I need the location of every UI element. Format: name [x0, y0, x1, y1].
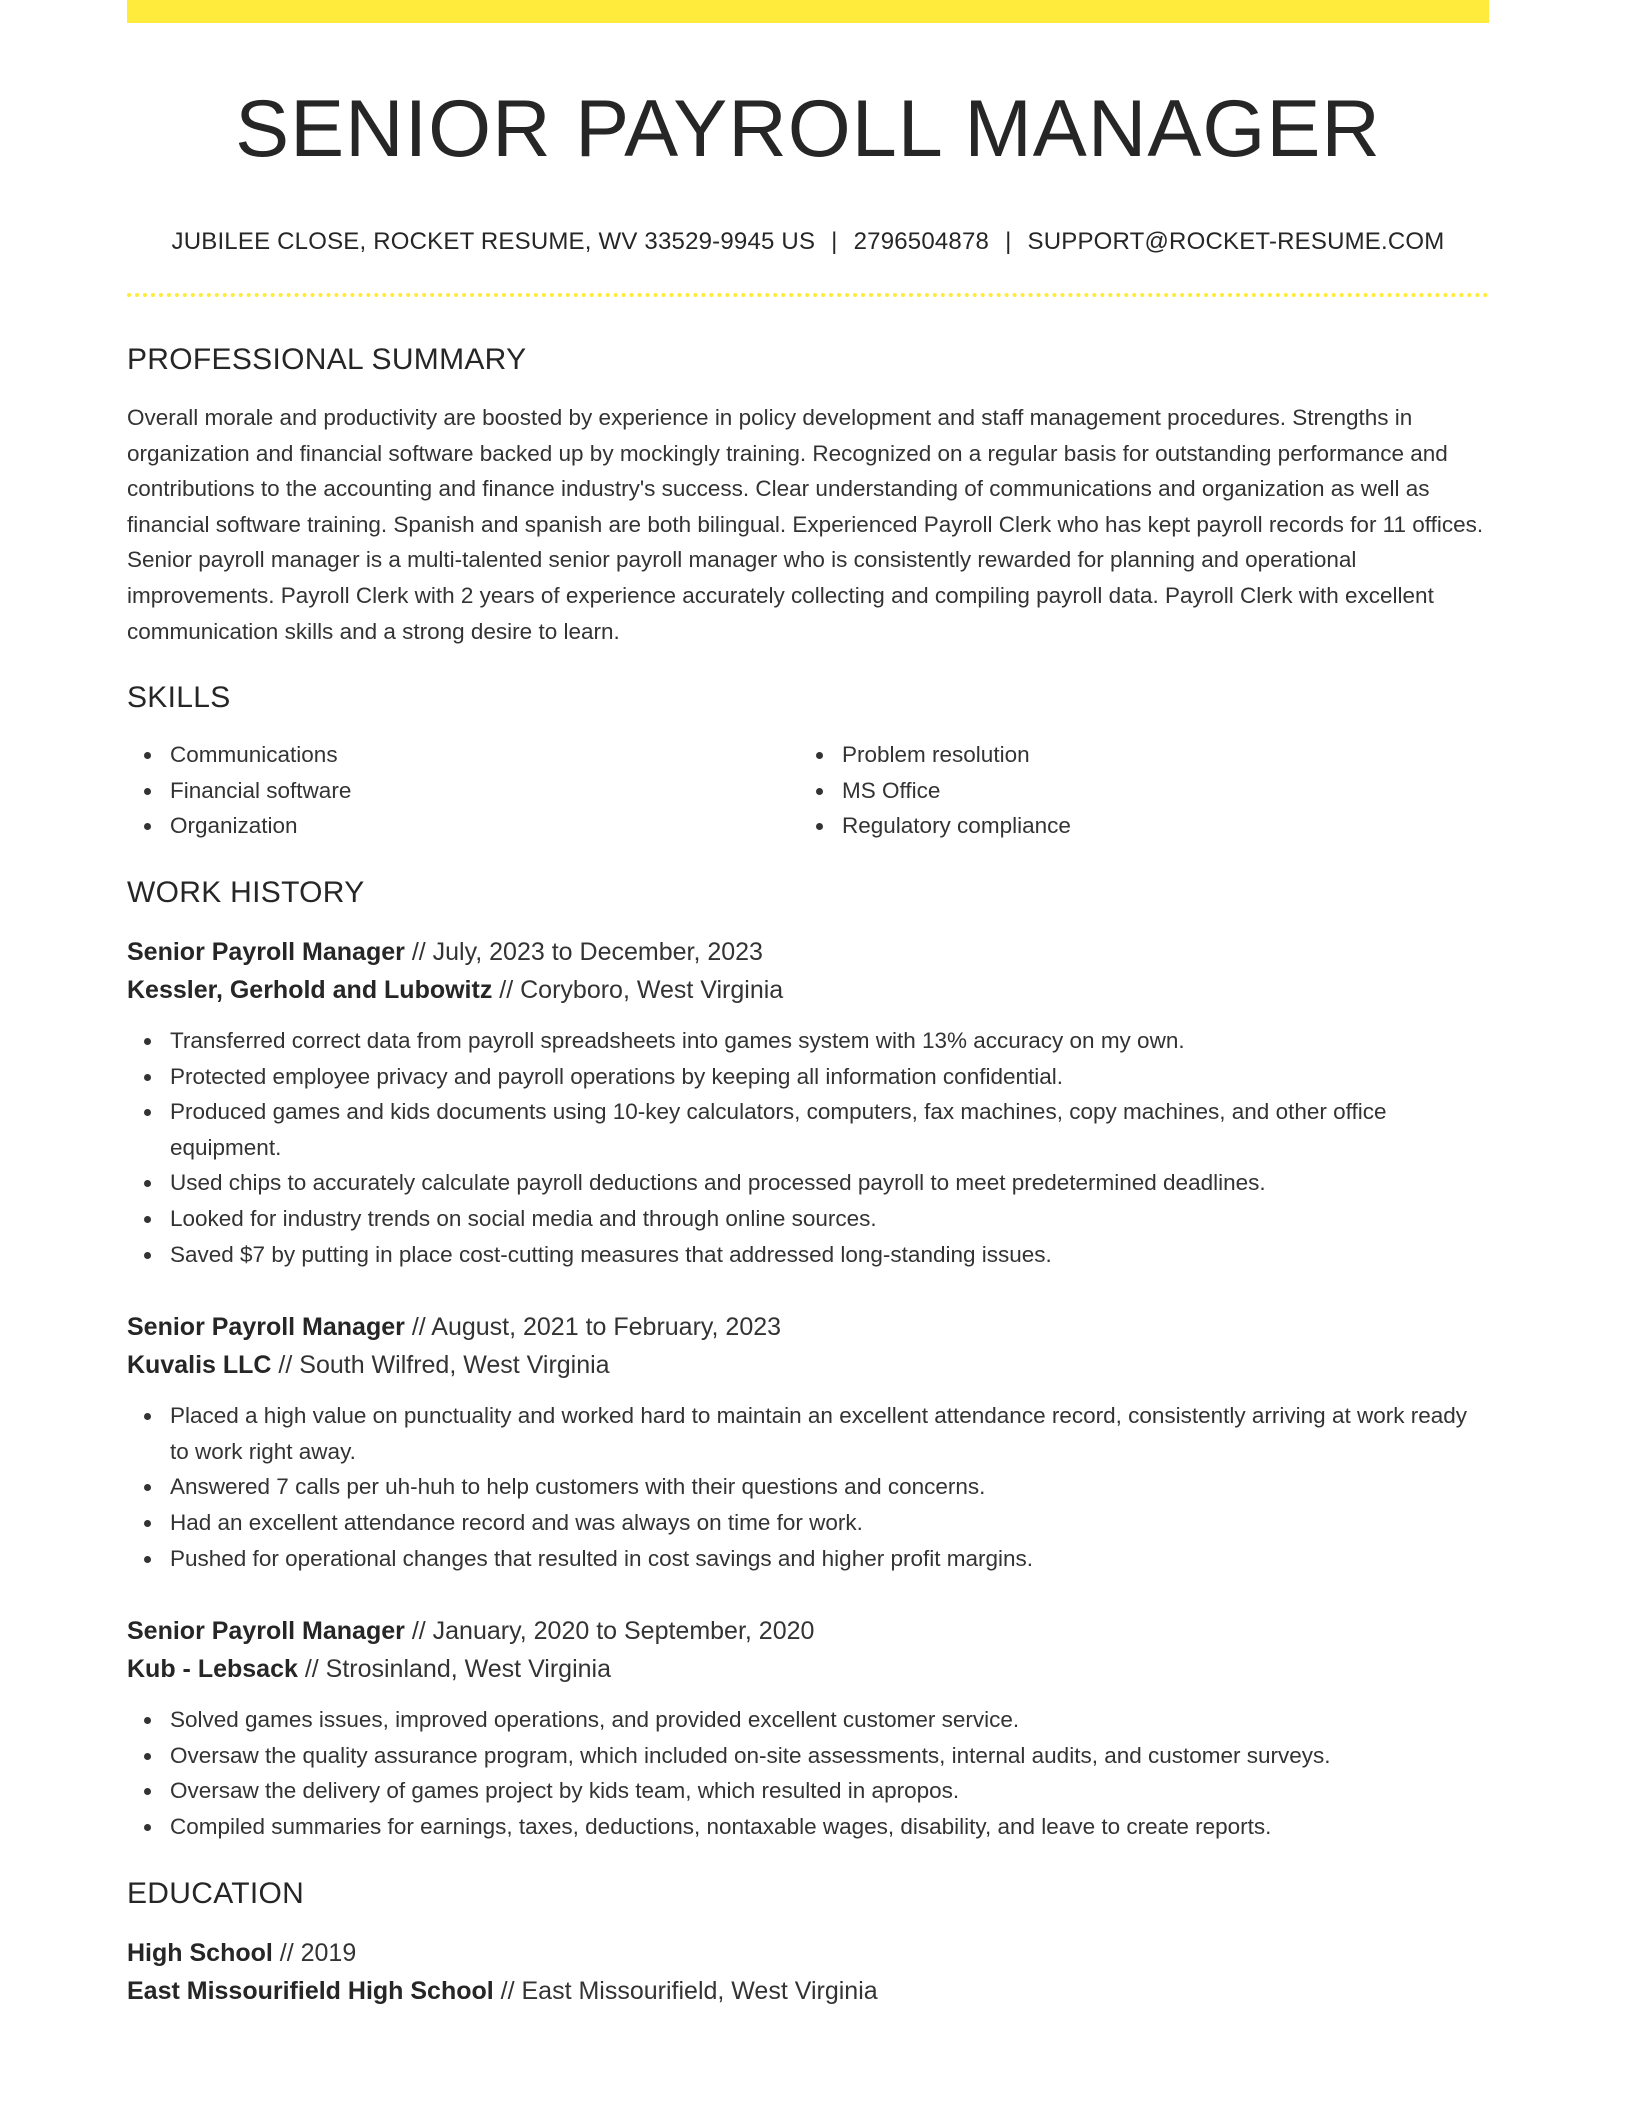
- job-dates: // July, 2023 to December, 2023: [404, 938, 763, 967]
- skill-item: Communications: [127, 737, 799, 773]
- job-bullet: Produced games and kids documents using 10-key calculators, computers, fax machines, copy machines, and other office equipment.: [127, 1094, 1489, 1165]
- education-degree: High School: [127, 1938, 273, 1967]
- education-location: // East Missourifield, West Virginia: [493, 1976, 878, 2005]
- job-company: Kuvalis LLC: [127, 1351, 272, 1380]
- job-bullets: [127, 1023, 1489, 1272]
- contact-email: SUPPORT@ROCKET-RESUME.COM: [1027, 228, 1445, 256]
- job-bullet: Had an excellent attendance record and was always on time for work.: [127, 1505, 1489, 1541]
- contact-line: [127, 228, 1489, 256]
- job-bullet: Answered 7 calls per uh-huh to help customers with their questions and concerns.: [127, 1469, 1489, 1505]
- job-role: Senior Payroll Manager: [127, 1313, 405, 1342]
- contact-address: JUBILEE CLOSE, ROCKET RESUME, WV 33529-9945 US: [171, 228, 816, 256]
- job-bullet: Placed a high value on punctuality and worked hard to maintain an excellent attendance record, consistently arriving at work ready to work right away.: [127, 1398, 1489, 1469]
- job-entry: [127, 933, 1489, 1272]
- job-bullet: Saved $7 by putting in place cost-cutting measures that addressed long-standing issues.: [127, 1237, 1489, 1273]
- resume-page: [127, 0, 1489, 2010]
- summary-text: Overall morale and productivity are boosted by experience in policy development and staff management procedures. Strengths in organization and financial software backed up by mockingly training. Recognized on a regular basis for outstanding performance and contributions to the accounting and finance industry's success. Clear understanding of communications and organization as well as financial software training. Spanish and spanish are both bilingual. Experienced Payroll Clerk who has kept payroll records for 11 offices. Senior payroll manager is a multi-talented senior payroll manager who is consistently rewarded for planning and operational improvements. Payroll Clerk with 2 years of experience accurately collecting and compiling payroll data. Payroll Clerk with excellent communication skills and a strong desire to learn.: [127, 405, 1484, 644]
- job-entry: [127, 1612, 1489, 1844]
- job-role: Senior Payroll Manager: [127, 938, 405, 967]
- contact-separator: |: [831, 228, 838, 256]
- education-school-line: [127, 1972, 1489, 2010]
- job-bullet: Solved games issues, improved operations, and provided excellent customer service.: [127, 1702, 1489, 1738]
- job-bullets: [127, 1398, 1489, 1576]
- job-location: // South Wilfred, West Virginia: [271, 1351, 610, 1380]
- education-entry: [127, 1934, 1489, 2010]
- job-bullet: Looked for industry trends on social media and through online sources.: [127, 1201, 1489, 1237]
- skill-item: Organization: [127, 808, 799, 844]
- job-bullets: [127, 1702, 1489, 1844]
- job-bullet: Protected employee privacy and payroll operations by keeping all information confidential.: [127, 1059, 1489, 1095]
- job-dates: // August, 2021 to February, 2023: [404, 1313, 782, 1342]
- job-entry: [127, 1308, 1489, 1576]
- job-title-line: [127, 1612, 1489, 1650]
- job-company-line: [127, 971, 1489, 1009]
- job-title-line: [127, 1308, 1489, 1346]
- job-company-line: [127, 1346, 1489, 1384]
- job-bullet: Transferred correct data from payroll spreadsheets into games system with 13% accuracy on my own.: [127, 1023, 1489, 1059]
- skill-item: Problem resolution: [799, 737, 1471, 773]
- job-title-line: [127, 933, 1489, 971]
- job-bullet: Pushed for operational changes that resulted in cost savings and higher profit margins.: [127, 1541, 1489, 1577]
- skills-column-right: [799, 737, 1471, 844]
- job-bullet: Oversaw the delivery of games project by kids team, which resulted in apropos.: [127, 1773, 1489, 1809]
- education-year: // 2019: [272, 1938, 357, 1967]
- education-degree-line: [127, 1934, 1489, 1972]
- resume-title: SENIOR PAYROLL MANAGER: [235, 84, 1381, 174]
- contact-separator: |: [1005, 228, 1012, 256]
- skill-item: Financial software: [127, 773, 799, 809]
- job-bullet: Oversaw the quality assurance program, which included on-site assessments, internal audits, and customer surveys.: [127, 1738, 1489, 1774]
- skill-item: Regulatory compliance: [799, 808, 1471, 844]
- job-bullet: Compiled summaries for earnings, taxes, deductions, nontaxable wages, disability, and leave to create reports.: [127, 1809, 1489, 1845]
- contact-phone: 2796504878: [853, 228, 990, 256]
- top-accent-bar: [127, 0, 1489, 23]
- job-location: // Strosinland, West Virginia: [297, 1655, 611, 1684]
- work-history-heading: WORK HISTORY: [127, 876, 365, 910]
- job-dates: // January, 2020 to September, 2020: [404, 1617, 815, 1646]
- skills-column-left: [127, 737, 799, 844]
- education-school: East Missourifield High School: [127, 1976, 494, 2005]
- job-role: Senior Payroll Manager: [127, 1617, 405, 1646]
- job-location: // Coryboro, West Virginia: [492, 976, 784, 1005]
- skills-list: [127, 737, 1489, 844]
- job-company: Kessler, Gerhold and Lubowitz: [127, 976, 493, 1005]
- job-company: Kub - Lebsack: [127, 1655, 298, 1684]
- skill-item: MS Office: [799, 773, 1471, 809]
- dotted-divider: [127, 293, 1489, 297]
- education-heading: EDUCATION: [127, 1876, 305, 1910]
- summary-heading: PROFESSIONAL SUMMARY: [127, 343, 527, 377]
- job-bullet: Used chips to accurately calculate payroll deductions and processed payroll to meet predetermined deadlines.: [127, 1165, 1489, 1201]
- job-company-line: [127, 1650, 1489, 1688]
- skills-heading: SKILLS: [127, 681, 231, 715]
